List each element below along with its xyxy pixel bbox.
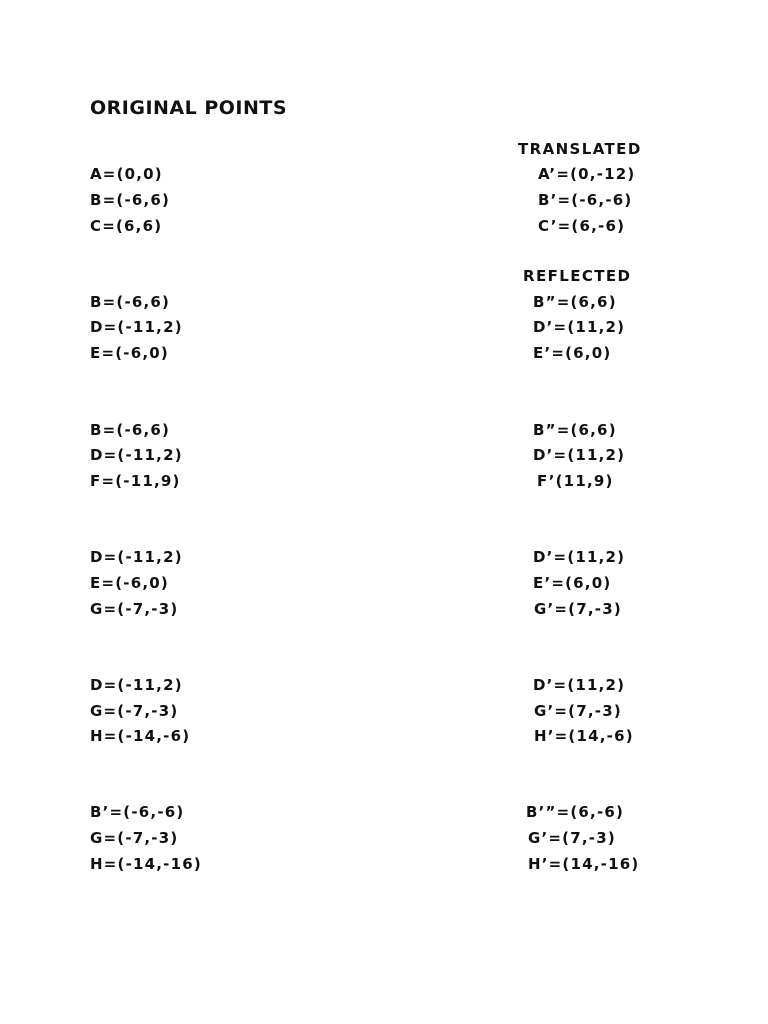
original-point: E=(-6,0): [90, 574, 169, 592]
reflected-point: H’=(14,-6): [534, 727, 634, 745]
reflected-point: D’=(11,2): [533, 446, 626, 464]
original-point: G=(-7,-3): [90, 702, 179, 720]
original-point: G=(-7,-3): [90, 600, 179, 618]
original-point: D=(-11,2): [90, 676, 183, 694]
reflected-point: B”=(6,6): [533, 421, 617, 439]
reflected-point: G’=(7,-3): [528, 829, 616, 847]
reflected-point: H’=(14,-16): [528, 855, 640, 873]
translated-point: C’=(6,-6): [538, 217, 626, 235]
reflected-point: E’=(6,0): [533, 344, 612, 362]
reflected-heading: REFLECTED: [523, 267, 632, 285]
reflected-point: D’=(11,2): [533, 676, 626, 694]
original-point: C=(6,6): [90, 217, 163, 235]
original-point: G=(-7,-3): [90, 829, 179, 847]
original-point: B’=(-6,-6): [90, 803, 185, 821]
original-point: B=(-6,6): [90, 293, 171, 311]
reflected-point: G’=(7,-3): [534, 600, 622, 618]
reflected-point: D’=(11,2): [533, 318, 626, 336]
reflected-point: D’=(11,2): [533, 548, 626, 566]
original-point: D=(-11,2): [90, 548, 183, 566]
original-point: E=(-6,0): [90, 344, 169, 362]
reflected-point: E’=(6,0): [533, 574, 612, 592]
reflected-point: G’=(7,-3): [534, 702, 622, 720]
original-point: B=(-6,6): [90, 191, 171, 209]
original-point: A=(0,0): [90, 165, 163, 183]
translated-point: B’=(-6,-6): [538, 191, 633, 209]
original-point: F=(-11,9): [90, 472, 181, 490]
original-point: D=(-11,2): [90, 318, 183, 336]
original-point: B=(-6,6): [90, 421, 171, 439]
translated-point: A’=(0,-12): [538, 165, 636, 183]
original-point: D=(-11,2): [90, 446, 183, 464]
reflected-point: B”=(6,6): [533, 293, 617, 311]
reflected-point: F’(11,9): [537, 472, 614, 490]
translated-heading: TRANSLATED: [518, 140, 642, 158]
original-point: H=(-14,-6): [90, 727, 191, 745]
page-title: ORIGINAL POINTS: [90, 97, 288, 119]
reflected-point: B’”=(6,-6): [526, 803, 625, 821]
original-point: H=(-14,-16): [90, 855, 202, 873]
